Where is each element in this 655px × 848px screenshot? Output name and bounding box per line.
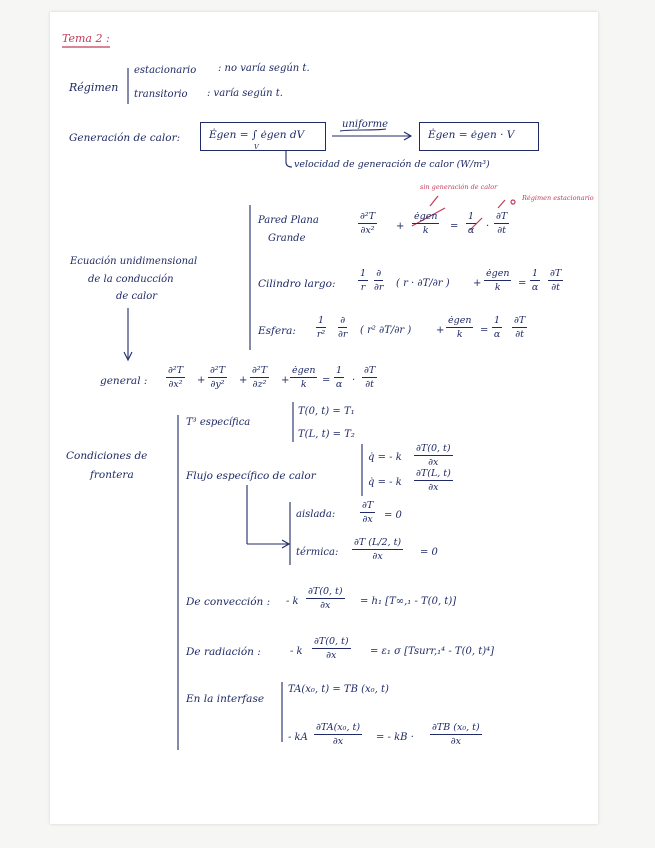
page-title: Tema 2 : <box>62 32 110 45</box>
estacionario-label: estacionario <box>134 65 197 76</box>
aislada-label: aislada: <box>296 509 336 520</box>
gen-frac-y: $\frac{\text{∂²T}}{\text{∂y²}}$ <box>210 365 226 390</box>
flujo-eq2-frac: $\frac{\partial T(L, t)}{\partial x}$ <box>416 468 451 493</box>
condiciones-label-1: Condiciones de <box>66 450 148 462</box>
gen-frac-alpha: $\frac{1}{\alpha}$ <box>335 365 343 390</box>
red-note-regimen: Régimen estacionario <box>522 194 594 202</box>
cilindro-label: Cilindro largo: <box>258 278 336 290</box>
pared-frac-egen: ėgen k <box>414 211 438 236</box>
egen-integral-sub: V <box>254 143 259 151</box>
esfera-label: Esfera: <box>258 325 296 337</box>
transitorio-label: transitorio <box>134 89 188 100</box>
gen-frac-x: $\frac{\text{∂²T}}{\text{∂x²}}$ <box>168 365 184 390</box>
ecuacion-label-1: Ecuación unidimensional <box>70 256 198 267</box>
interfase-eq1: TA(x₀, t) = TB (x₀, t) <box>288 684 389 695</box>
aislada-frac: $\frac{\partial T}{\partial x}$ <box>362 500 374 525</box>
general-label: general : <box>100 375 148 387</box>
conv-frac: $\frac{\partial T(0, t)}{\partial x}$ <box>308 586 343 611</box>
ecuacion-label-2: de la conducción <box>88 274 174 285</box>
interfase-left: - kA <box>288 732 308 743</box>
egen-integral: Ėgen = ∫ ėgen dV <box>209 129 305 141</box>
flujo-eq1-frac: $\frac{\partial T(0, t)}{\partial x}$ <box>416 443 451 468</box>
flujo-eq1-left: q̇ = - k <box>368 452 402 463</box>
dot: · <box>352 375 356 386</box>
pared-label-2: Grande <box>268 233 306 244</box>
esf-frac-egen: ėgen k <box>448 315 472 340</box>
condiciones-label-2: frontera <box>90 469 134 481</box>
red-note-sin-generacion: sin generación de calor <box>420 183 498 191</box>
plus: + <box>473 278 482 289</box>
cil-paren: ( r · ∂T/∂r ) <box>396 278 450 289</box>
plus: + <box>436 325 445 336</box>
ecuacion-label-3: de calor <box>116 291 158 302</box>
regimen-label: Régimen <box>69 81 119 94</box>
pared-frac-d2T: $\frac{\text{∂²T}}{\text{∂x²}}$ <box>360 211 376 236</box>
cil-frac-alpha: $\frac{1}{\alpha}$ <box>531 268 539 293</box>
conv-right: = h₁ [T∞,₁ - T(0, t)] <box>360 596 457 607</box>
cil-frac-1r: $\frac{1}{r}$ <box>360 268 367 293</box>
aislada-eq: = 0 <box>384 510 402 521</box>
interfase-mid: = - kB · <box>376 732 414 743</box>
equals: = <box>322 375 331 386</box>
pared-frac-alpha: $\frac{1}{\alpha}$ <box>467 211 475 236</box>
temp-eq-2: T(L, t) = T₂ <box>298 429 355 440</box>
equals: = <box>480 325 489 336</box>
rad-frac: $\frac{\partial T(0, t)}{\partial x}$ <box>314 636 349 661</box>
equals: = <box>450 221 459 232</box>
esf-frac-d-dr: ∂ ∂r <box>338 315 348 340</box>
interfase-frac-1: $\frac{\text{∂TA(x₀, t)}}{\partial x}$ <box>316 722 361 747</box>
flujo-eq2-left: q̇ = - k <box>368 477 402 488</box>
rad-left: - k <box>290 646 303 657</box>
equals: = <box>518 278 527 289</box>
termica-label: térmica: <box>296 547 339 558</box>
termica-frac: $\frac{\partial T (L/2, t)}{\partial x}$ <box>354 537 402 562</box>
temp-especifica-label: T³ específica <box>186 417 251 428</box>
plus: + <box>197 375 206 386</box>
plus: + <box>239 375 248 386</box>
temp-eq-1: T(0, t) = T₁ <box>298 406 355 417</box>
esf-frac-1r2: $\frac{1}{\text{r²}}$ <box>316 315 326 340</box>
gen-frac-z: $\frac{\text{∂²T}}{\text{∂z²}}$ <box>252 365 268 390</box>
termica-eq: = 0 <box>420 547 438 558</box>
conveccion-label: De convección : <box>186 596 271 608</box>
flujo-label: Flujo específico de calor <box>186 470 316 482</box>
generacion-note: velocidad de generación de calor (W/m³) <box>294 159 490 170</box>
cil-frac-d-dr: ∂ ∂r <box>374 268 384 293</box>
pared-frac-dTdt: $\frac{\partial T}{\partial t}$ <box>496 211 508 236</box>
esf-frac-alpha: $\frac{1}{\alpha}$ <box>493 315 501 340</box>
pared-label-1: Pared Plana <box>258 215 319 226</box>
gen-frac-egen: ėgen k <box>292 365 316 390</box>
plus: + <box>281 375 290 386</box>
gen-frac-dTdt: $\frac{\partial T}{\partial t}$ <box>364 365 376 390</box>
estacionario-desc: : no varía según t. <box>218 63 310 74</box>
cil-frac-dTdt: $\frac{\partial T}{\partial t}$ <box>550 268 562 293</box>
radiacion-label: De radiación : <box>186 646 261 658</box>
conv-left: - k <box>286 596 299 607</box>
esf-frac-dTdt: $\frac{\partial T}{\partial t}$ <box>514 315 526 340</box>
plus: + <box>396 221 405 232</box>
interfase-frac-2: $\frac{\text{∂TB (x₀, t)}}{\partial x}$ <box>432 722 480 747</box>
generacion-label: Generación de calor: <box>69 132 181 144</box>
interfase-label: En la interfase <box>186 693 265 705</box>
cil-frac-egen: ėgen k <box>486 268 510 293</box>
dot: · <box>486 221 490 232</box>
rad-right: = ε₁ σ [Tsurr,₁⁴ - T(0, t)⁴] <box>370 646 495 657</box>
esf-paren: ( r² ∂T/∂r ) <box>360 325 412 336</box>
egen-uniform: Ėgen = ėgen · V <box>428 129 515 141</box>
transitorio-desc: : varía según t. <box>207 88 283 99</box>
uniforme-label: uniforme <box>342 119 388 130</box>
